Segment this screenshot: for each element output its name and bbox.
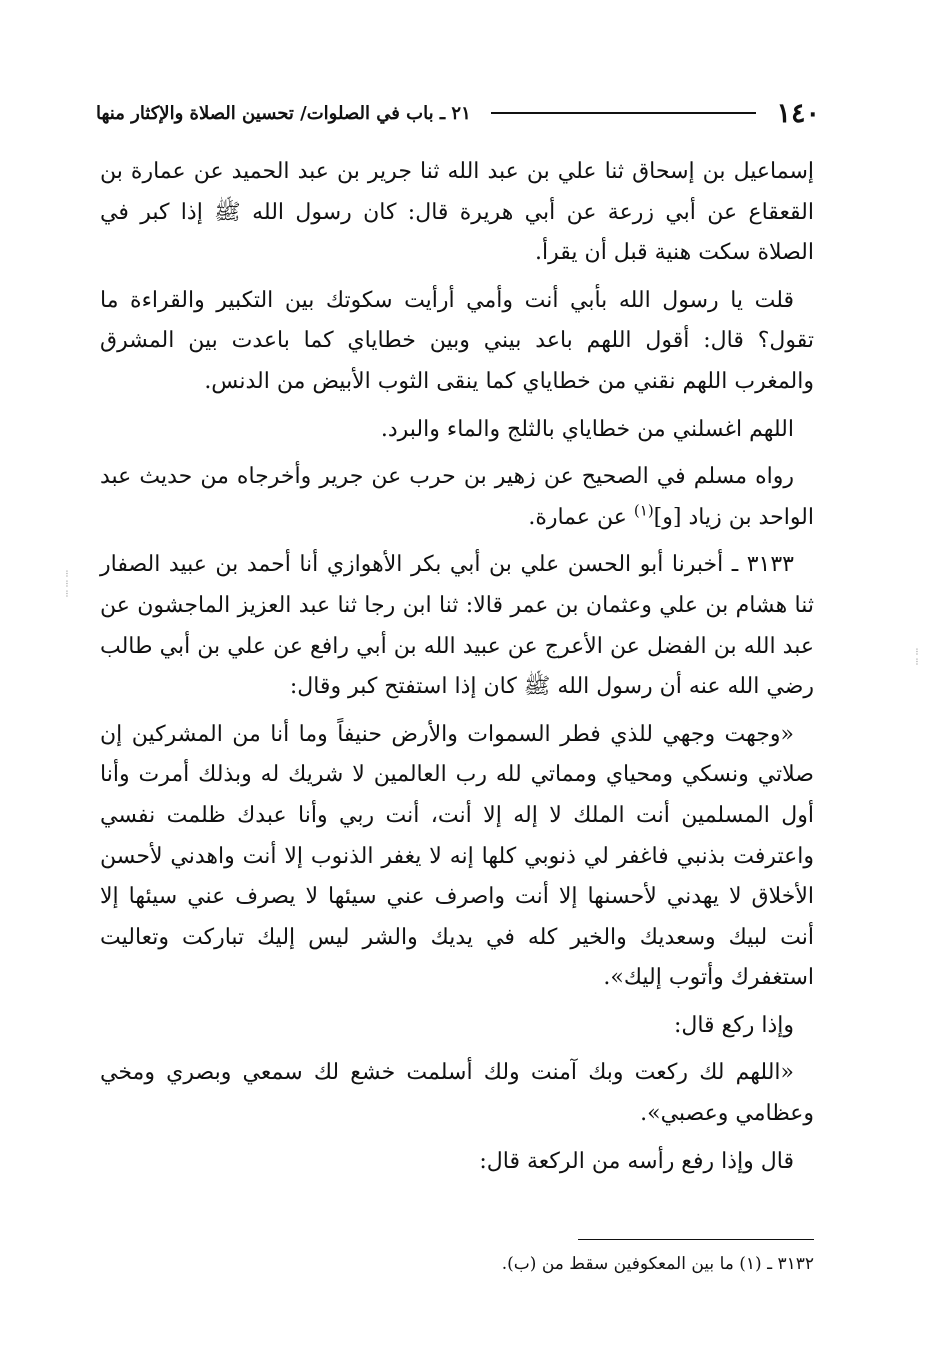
paragraph-ruku-dua: «اللهم لك ركعت وبك آمنت ولك أسلمت خشع لك سمعي وبصري ومخي وعظامي وعصبي».	[100, 1060, 814, 1127]
paragraph-rafa-intro: قال وإذا رفع رأسه من الركعة قال:	[479, 1148, 794, 1174]
paragraph-hadith-3133: ٣١٣٣ ـ أخبرنا أبو الحسن علي بن أبي بكر الأهوازي أنا أحمد بن عبيد الصفار ثنا هشام بن علي وعثمان بن عمر قالا: ثنا ابن رجا ثنا عبد العزيز الماجشون عن عبد الله بن الفضل عن الأعرج عن عبيد الله بن أبي رافع عن علي بن أبي طالب رضي الله عنه أن رسول الله ﷺ كان إذا استفتح كبر وقال:	[100, 552, 814, 700]
page-number: ١٤٠	[776, 97, 820, 129]
footnote-ref: (١)	[633, 501, 654, 520]
footnote: ٣١٣٢ ـ (١) ما بين المعكوفين سقط من (ب).	[501, 1254, 814, 1274]
paragraph-dua: اللهم اغسلني من خطاياي بالثلج والماء والبرد.	[380, 416, 794, 442]
paragraph-istiftah-dua: «وجهت وجهي للذي فطر السموات والأرض حنيفاً وما أنا من المشركين إن صلاتي ونسكي ومحياي ومماتي لله رب العالمين لا شريك له وبذلك أمرت وأنا أول المسلمين أنت الملك لا إله إلا أنت، أنت ربي وأنا عبدك ظلمت نفسي واعترفت بذنبي فاغفر لي ذنوبي كلها إنه لا يغفر الذنوب إلا أنت واهدني لأحسن الأخلاق لا يهدني لأحسنها إلا أنت واصرف عني سيئها لا يصرف عني سيئها إلا أنت لبيك وسعديك والخير كله في يديك والشر ليس إليك تباركت وتعاليت استغفرك وأتوب إليك».	[100, 721, 814, 991]
paragraph-question: قلت يا رسول الله بأبي أنت وأمي أرأيت سكوتك بين التكبير والقراءة ما تقول؟ قال: أقول اللهم باعد بيني وبين خطاياي كما باعدت بين المشرق والمغرب اللهم نقني من خطاياي كما ينقى الثوب الأبيض من الدنس.	[100, 287, 814, 394]
paragraph-isnad-1: إسماعيل بن إسحاق ثنا علي بن عبد الله ثنا جرير بن عبد الحميد عن عمارة بن القعقاع عن أبي زرعة عن أبي هريرة قال: كان رسول الله ﷺ إذا كبر في الصلاة سكت هنية قبل أن يقرأ.	[100, 159, 814, 266]
header-rule	[491, 112, 757, 114]
paragraph-ruku-intro: وإذا ركع قال:	[673, 1012, 794, 1038]
takhrij-text: رواه مسلم في الصحيح عن زهير بن حرب عن جرير وأخرجاه من حديث عبد الواحد بن زياد [و]	[100, 464, 814, 530]
margin-mark: ⁝ ⁝ ⁝	[65, 569, 69, 600]
takhrij-text-end: عن عمارة.	[528, 504, 634, 530]
margin-mark: ⁝ ⁝	[915, 647, 919, 668]
paragraph-takhrij	[100, 457, 814, 538]
page-header	[96, 96, 820, 130]
footnote-rule	[578, 1239, 814, 1240]
main-text	[100, 152, 814, 1189]
running-head: ٢١ ـ باب في الصلوات/ تحسين الصلاة والإكثار منها	[96, 102, 471, 124]
